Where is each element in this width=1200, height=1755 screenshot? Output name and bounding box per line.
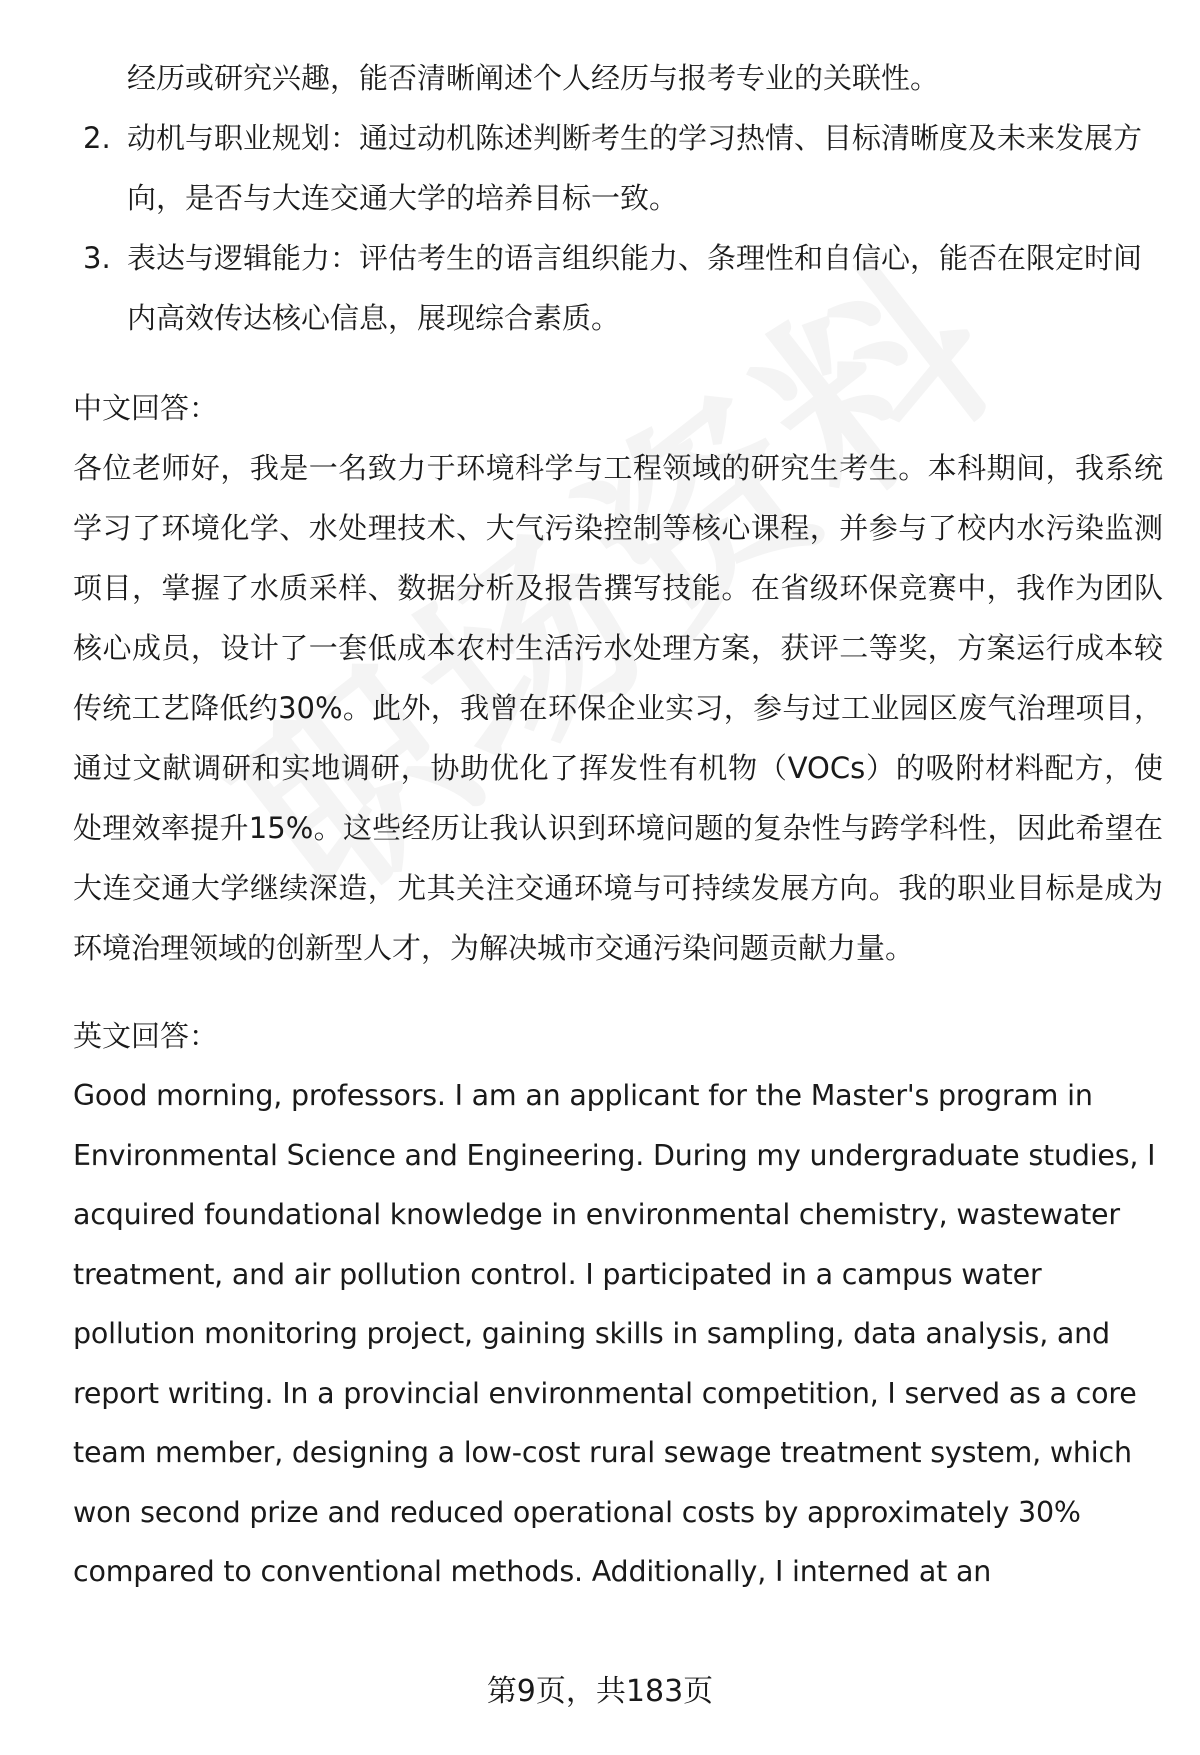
english-line: compared to conventional methods. Additionally, I interned at an	[73, 1555, 992, 1588]
criteria-text: 表达与逻辑能力：评估考生的语言组织能力、条理性和自信心，能否在限定时间内高效传达核心信息，展现综合素质。	[127, 241, 1143, 335]
english-line: Environmental Science and Engineering. During my undergraduate studies, I	[73, 1138, 1156, 1172]
page-number: 第9页，共183页	[486, 1674, 714, 1709]
english-line: Good morning, professors. I am an applicant for the Master's program in	[73, 1079, 1093, 1112]
english-line: acquired foundational knowledge in environmental chemistry, wastewater	[73, 1198, 1120, 1231]
criteria-list	[73, 108, 1163, 348]
english-line: pollution monitoring project, gaining skills in sampling, data analysis, and	[73, 1317, 1110, 1350]
english-line: treatment, and air pollution control. I participated in a campus water	[73, 1257, 1042, 1291]
criteria-item	[73, 228, 1163, 348]
english-answer-text	[73, 1066, 1163, 1602]
criteria-text: 动机与职业规划：通过动机陈述判断考生的学习热情、目标清晰度及未来发展方向，是否与大连交通大学的培养目标一致。	[127, 121, 1143, 215]
english-line: won second prize and reduced operational costs by approximately 30%	[73, 1495, 1081, 1529]
chinese-answer-label: 中文回答：	[73, 391, 219, 425]
criteria-number: 2.	[83, 121, 111, 155]
criteria-number: 3.	[83, 241, 111, 275]
list-item-continuation: 经历或研究兴趣，能否清晰阐述个人经历与报考专业的关联性。	[127, 61, 940, 95]
english-answer-label: 英文回答：	[73, 1019, 219, 1053]
chinese-answer-text: 各位老师好，我是一名致力于环境科学与工程领域的研究生考生。本科期间，我系统学习了环境化学、水处理技术、大气污染控制等核心课程，并参与了校内水污染监测项目，掌握了水质采样、数据分析及报告撰写技能。在省级环保竞赛中，我作为团队核心成员，设计了一套低成本农村生活污水处理方案，获评二等奖，方案运行成本较传统工艺降低约30%。此外，我曾在环保企业实习，参与过工业园区废气治理项目，通过文献调研和实地调研，协助优化了挥发性有机物（VOCs）的吸附材料配方，使处理效率提升15%。这些经历让我认识到环境问题的复杂性与跨学科性，因此希望在大连交通大学继续深造，尤其关注交通环境与可持续发展方向。我的职业目标是成为环境治理领域的创新型人才，为解决城市交通污染问题贡献力量。	[73, 451, 1163, 965]
english-line: team member, designing a low-cost rural sewage treatment system, which	[73, 1436, 1132, 1469]
english-line: report writing. In a provincial environmental competition, I served as a core	[73, 1376, 1137, 1410]
criteria-item	[73, 108, 1163, 228]
page-content	[73, 48, 1163, 1602]
